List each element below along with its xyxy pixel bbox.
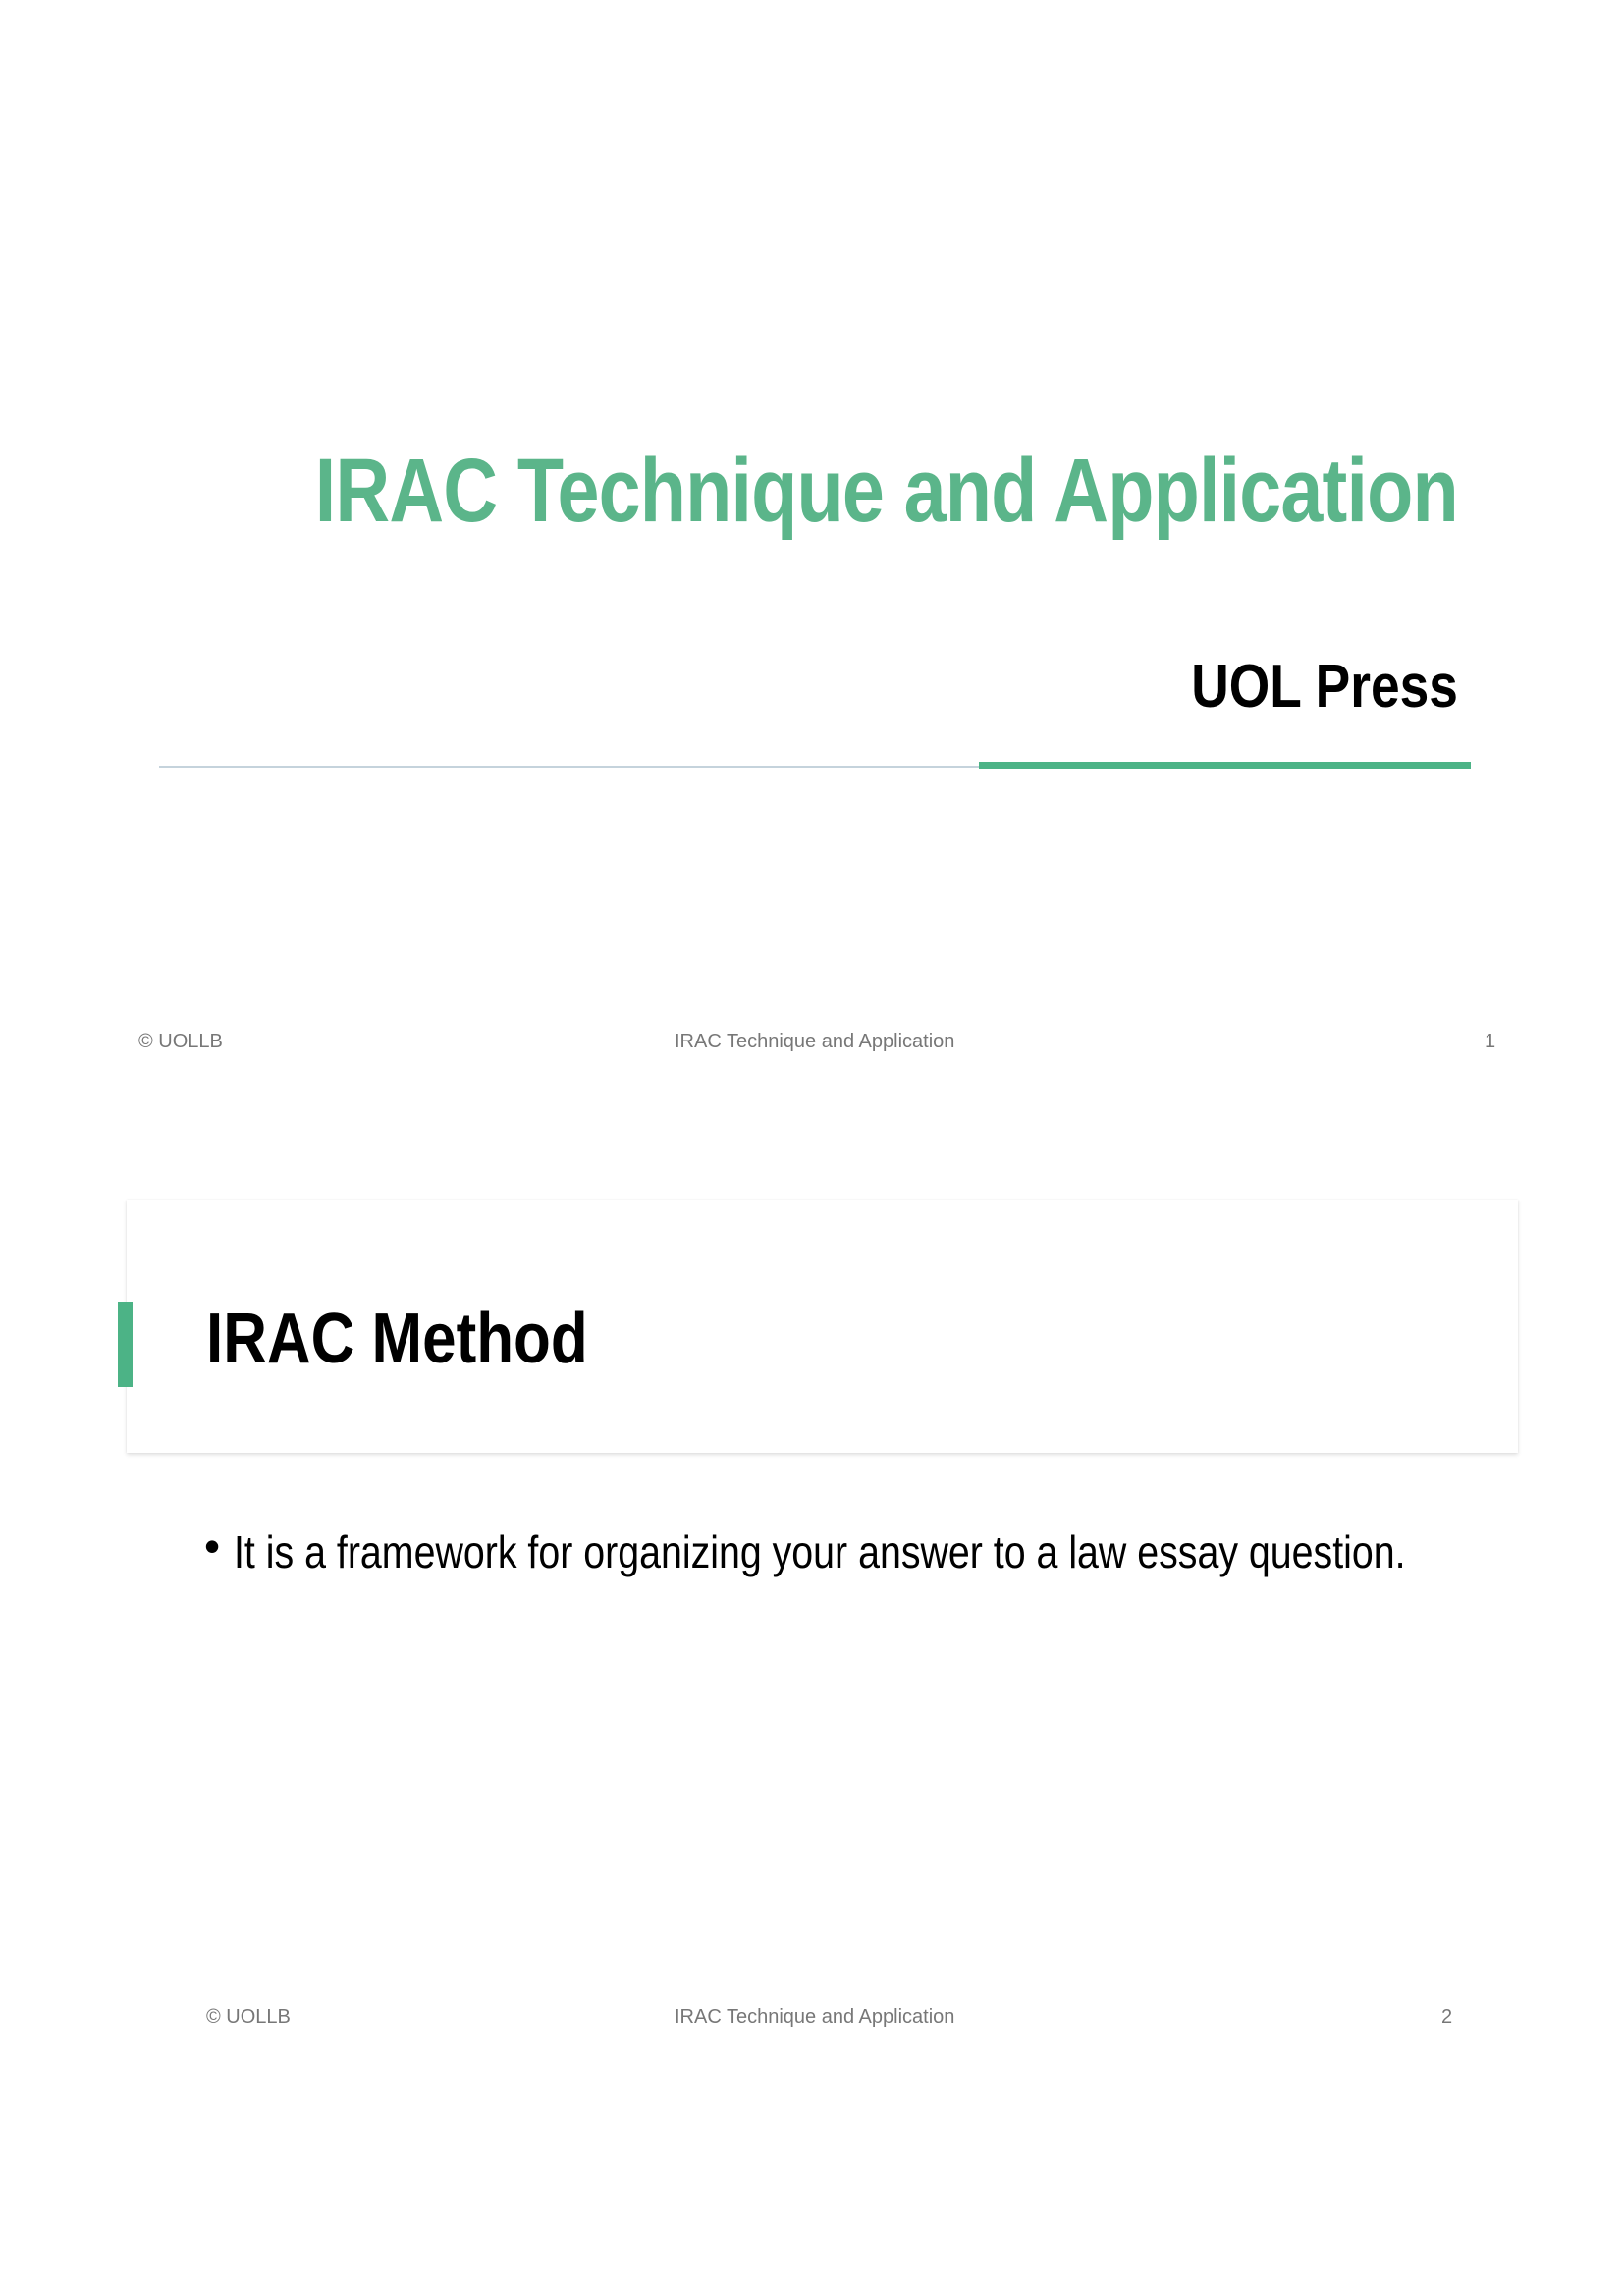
- divider-line: [159, 766, 980, 768]
- bullet-text: It is a framework for organizing your answer to a law essay question.: [234, 1526, 1406, 1577]
- slide-title: IRAC Method: [206, 1300, 588, 1378]
- footer-title: IRAC Technique and Application: [675, 1031, 955, 1052]
- bullet-icon: •: [204, 1521, 221, 1572]
- footer-copyright: © UOLLB: [138, 1031, 223, 1052]
- footer-title: IRAC Technique and Application: [675, 2006, 955, 2028]
- footer-page-number: 2: [1441, 2006, 1453, 2028]
- slide-subtitle: UOL Press: [1191, 653, 1458, 721]
- accent-bar: [118, 1302, 133, 1387]
- slide-title: IRAC Technique and Application: [314, 441, 1458, 541]
- footer-copyright: © UOLLB: [206, 2006, 291, 2028]
- accent-bar: [979, 762, 1471, 769]
- footer-page-number: 1: [1485, 1031, 1496, 1052]
